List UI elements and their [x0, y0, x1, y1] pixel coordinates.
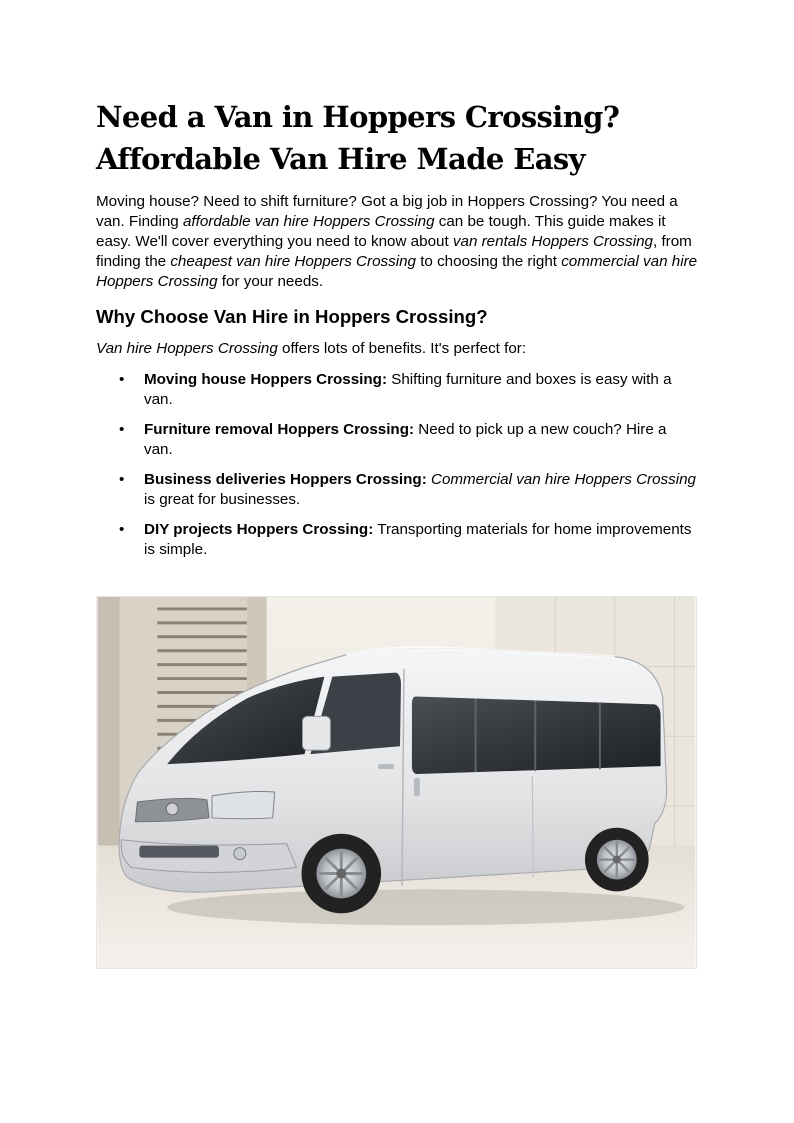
lead-text: offers lots of benefits. It's perfect for:: [277, 340, 527, 357]
benefits-list: [96, 370, 698, 560]
bullet-icon: •: [119, 371, 125, 388]
bullet-icon: •: [119, 521, 125, 538]
list-item-text: Need to pick up a new couch? Hire a van.: [144, 421, 667, 458]
side-mirror: [303, 716, 331, 750]
intro-text-4: to choosing the right: [415, 253, 562, 270]
headlight: [212, 791, 275, 818]
intro-paragraph: [96, 192, 698, 292]
van-photo: [96, 596, 697, 969]
intro-emphasis-2: van rentals Hoppers Crossing: [452, 233, 653, 250]
title-line-2: Affordable Van Hire Made Easy: [96, 142, 585, 176]
bullet-icon: •: [119, 471, 125, 488]
list-item: [96, 520, 698, 560]
list-item: [96, 420, 698, 460]
intro-text-1: Moving house? Need to shift furniture? Got a big job in Hoppers Crossing? You need a van. Finding: [96, 193, 678, 230]
lower-grille: [139, 846, 219, 858]
intro-text-3: , from finding the: [96, 233, 692, 270]
list-item-title: Furniture removal Hoppers Crossing:: [144, 421, 415, 438]
intro-emphasis-3: cheapest van hire Hoppers Crossing: [170, 253, 416, 270]
lead-emphasis: Van hire Hoppers Crossing: [96, 340, 278, 357]
fog-light: [234, 848, 246, 860]
list-item-text: Transporting materials for home improvements is simple.: [144, 521, 692, 558]
title-line-1: Need a Van in Hoppers Crossing?: [96, 100, 620, 134]
list-item-text: is great for businesses.: [144, 491, 301, 508]
page-title: [96, 96, 698, 180]
list-item-title: DIY projects Hoppers Crossing:: [144, 521, 374, 538]
van-shadow: [167, 889, 684, 925]
list-item: [96, 470, 698, 510]
list-item: [96, 370, 698, 410]
article: [96, 96, 698, 570]
list-item-text: Shifting furniture and boxes is easy with a van.: [144, 371, 672, 408]
badge-icon: [166, 803, 178, 815]
intro-emphasis-1: affordable van hire Hoppers Crossing: [182, 213, 435, 230]
list-item-emphasis: Commercial van hire Hoppers Crossing: [426, 471, 697, 488]
door-handle: [378, 764, 394, 769]
intro-text-2: can be tough. This guide makes it easy. We'll cover everything you need to know about: [96, 213, 666, 250]
list-item-title: Moving house Hoppers Crossing:: [144, 371, 388, 388]
intro-emphasis-4: commercial van hire Hoppers Crossing: [96, 253, 698, 290]
list-item-title: Business deliveries Hoppers Crossing:: [144, 471, 427, 488]
section-heading: Why Choose Van Hire in Hoppers Crossing?: [96, 306, 488, 327]
intro-text-5: for your needs.: [217, 273, 324, 290]
bullet-icon: •: [119, 421, 125, 438]
lead-paragraph: [96, 339, 698, 359]
